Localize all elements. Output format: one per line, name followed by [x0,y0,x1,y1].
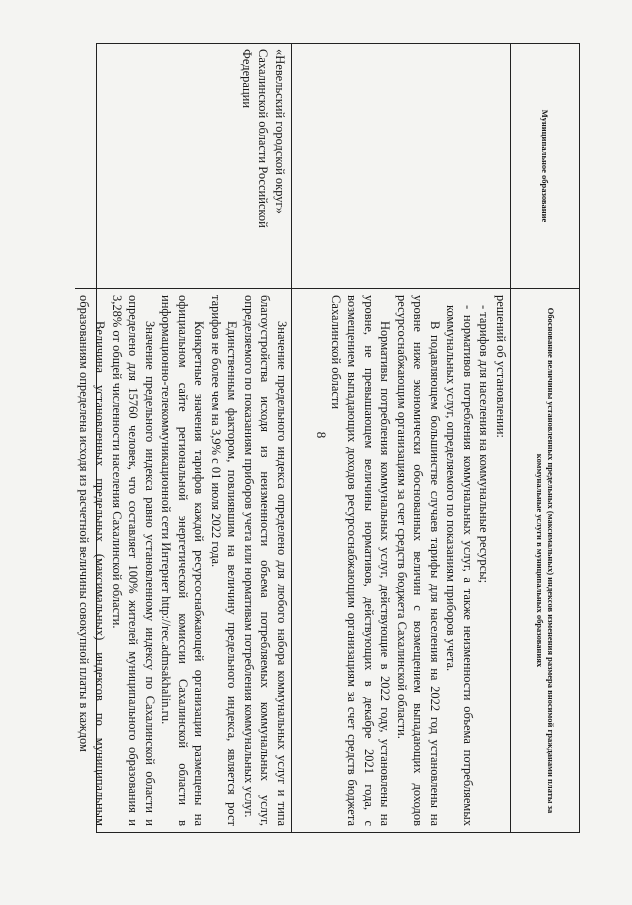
header-municipality: Муниципальное образование [510,44,579,289]
row2-paragraph: Единственным фактором, повлиявшим на величину предельного индекса, является рост тарифов не более чем на 3,9% с 01 июля 2022 года. [209,295,240,826]
row1-paragraph: - тарифов для населения на коммунальные ресурсы; [477,305,492,584]
row2-paragraph: Конкретные значения тарифов каждой ресурсоснабжающей организации размещены на официальном сайте региональной энергетической комиссии Сахалинской области в информационно-телекоммуникационной сети Интернет http://rec.admsakhalin.ru. [159,295,207,826]
row1-paragraph: решений об установлении: [494,295,508,438]
header-justification: Обоснование величины установленных предельных (максимальных) индексов изменения размера вносимой гражданами платы за коммунальные услуги в муниципальных образованиях [510,289,579,832]
row2-justification [76,289,292,832]
page-number: 8 [314,431,329,439]
justification-table [77,43,580,833]
row1-paragraph: - нормативов потребления коммунальных услуг, а также неизменности объема потребляемых коммунальных услуг, определяемого по показаниям приборов учета. [444,305,475,826]
row2-paragraph: Значение предельного индекса равно установленному индексу по Сахалинской области и определено для 15760 человек, что составляет 100% жителей муниципального образования и 3,28% от общей численности населения Сахалинской области. [110,295,157,826]
row1-justification [291,289,510,832]
row2-paragraph: Величина установленных предельных (максимальных) индексов по муниципальным образованиям определена исходя из расчетной величины совокупной платы в каждом [77,295,108,826]
row2-paragraph: Значение предельного индекса определено для любого набора коммунальных услуг и типа благоустройства исходя из неизменности объема потребляемых коммунальных услуг, определяемого по показаниям приборов учета или нормативам потребления коммунальных услуг. [242,295,289,826]
row1-municipality [291,44,510,289]
row2-municipality: «Невельский городской округ» Сахалинской области Российской Федерации [76,44,292,289]
row1-paragraph: В подавляющем большинстве случаев тарифы для населения на 2022 год установлены на уровне ниже экономически обоснованных величин с возмещением выпадающих доходов ресурсоснабжающим организациям за счет средств бюджета Сахалинской области. [395,295,442,826]
row1-paragraph: Нормативы потребления коммунальных услуг, действующие в 2022 году, установлены на уровне, не превышающем величины нормативов, действующих в декабре 2021 года, с возмещением выпадающих доходов ресурсоснабжающим организациям за счет средств бюджета Сахалинской области [329,295,393,826]
